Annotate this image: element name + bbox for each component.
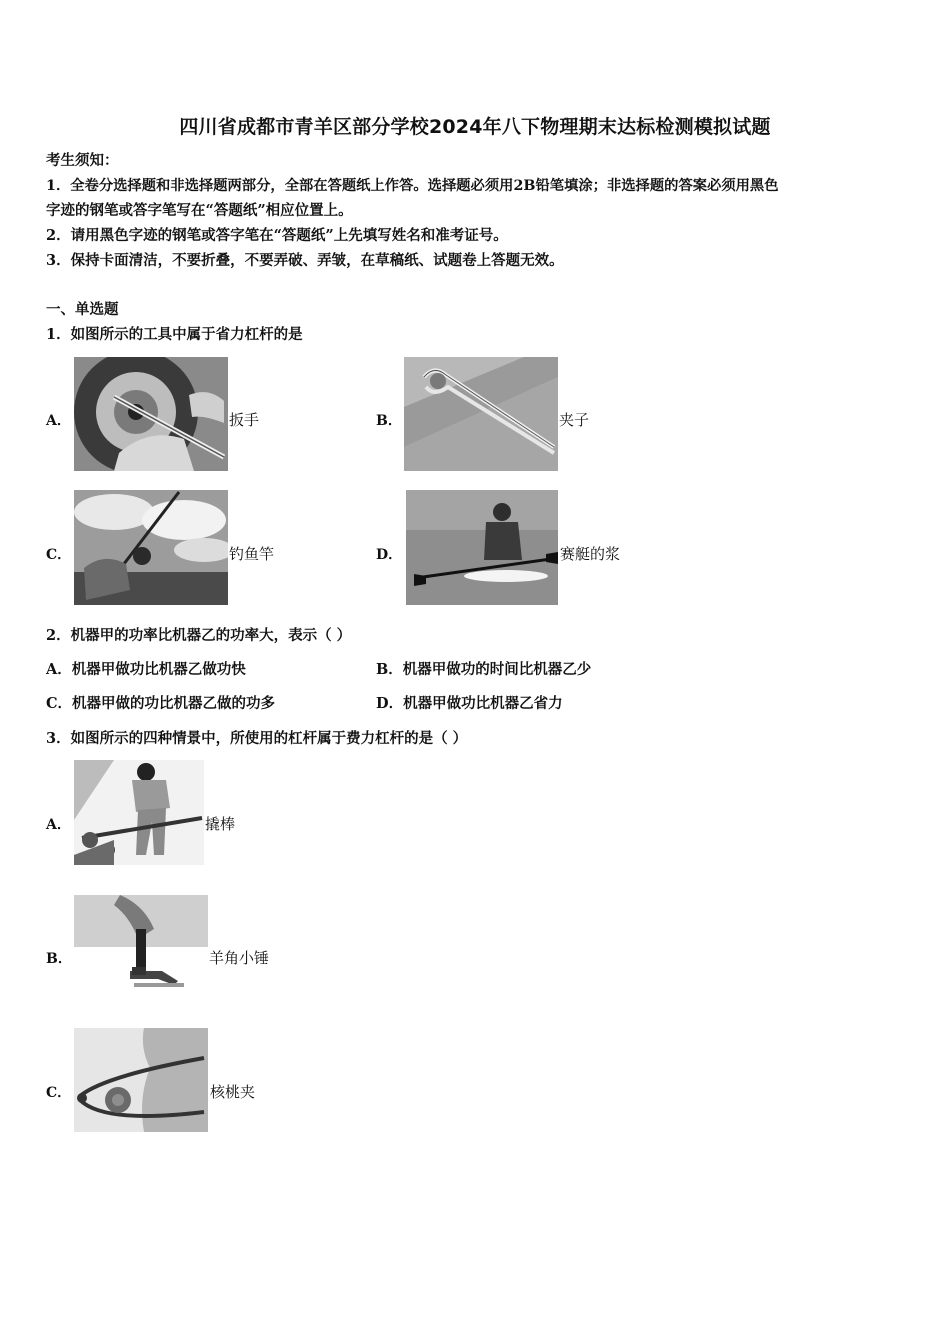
q2-option-a[interactable]: A．机器甲做功比机器乙做功快 [46,661,246,678]
notice-line-1a: 1．全卷分选择题和非选择题两部分，全部在答题纸上作答。选择题必须用2B铅笔填涂；非选择题的答案必须用黑色 [46,178,779,194]
q2-stem: 2．机器甲的功率比机器乙的功率大，表示（ ） [46,627,352,644]
notice-line-3: 3．保持卡面清洁，不要折叠，不要弄破、弄皱，在草稿纸、试题卷上答题无效。 [46,252,564,269]
q3-option-b-label: 羊角小锤 [209,949,270,967]
q1-option-c-letter: C． [46,547,72,563]
claw-hammer-picture [74,895,208,995]
crowbar-picture [74,760,204,865]
q1-option-c-label: 钓鱼竿 [229,545,275,563]
notice-line-2: 2．请用黑色字迹的钢笔或答字笔在“答题纸”上先填写姓名和准考证号。 [46,227,508,244]
tongs-picture [404,357,558,471]
q3-option-c-label: 核桃夹 [210,1083,256,1101]
q1-stem: 1．如图所示的工具中属于省力杠杆的是 [46,326,303,343]
notice-heading: 考生须知： [46,152,119,169]
q2-option-b[interactable]: B．机器甲做功的时间比机器乙少 [376,661,592,678]
q1-option-b-label: 夹子 [559,411,590,429]
q3-option-b-letter: B． [46,951,72,967]
page-title: 四川省成都市青羊区部分学校2024年八下物理期末达标检测模拟试题 [179,116,771,138]
q3-option-a-label: 撬棒 [205,815,236,833]
q3-stem: 3．如图所示的四种情景中，所使用的杠杆属于费力杠杆的是（ ） [46,730,468,747]
kayak-paddle-picture [406,490,558,605]
q1-option-a-letter: A． [46,413,71,429]
notice-line-1b: 字迹的钢笔或答字笔写在“答题纸”相应位置上。 [46,202,353,219]
q3-option-a-letter: A． [46,817,71,833]
q1-option-b-letter: B． [376,413,402,429]
fishing-rod-picture [74,490,228,605]
nutcracker-picture [74,1028,208,1132]
q1-option-a-label: 扳手 [229,411,260,429]
wrench-picture [74,357,228,471]
q1-option-d-label: 赛艇的浆 [560,545,621,563]
q2-option-d[interactable]: D．机器甲做功比机器乙省力 [376,695,563,712]
q1-option-d-letter: D． [376,547,403,563]
q3-option-c-letter: C． [46,1085,72,1101]
section-title: 一、单选题 [46,301,119,318]
q2-option-c[interactable]: C．机器甲做的功比机器乙做的功多 [46,695,276,712]
